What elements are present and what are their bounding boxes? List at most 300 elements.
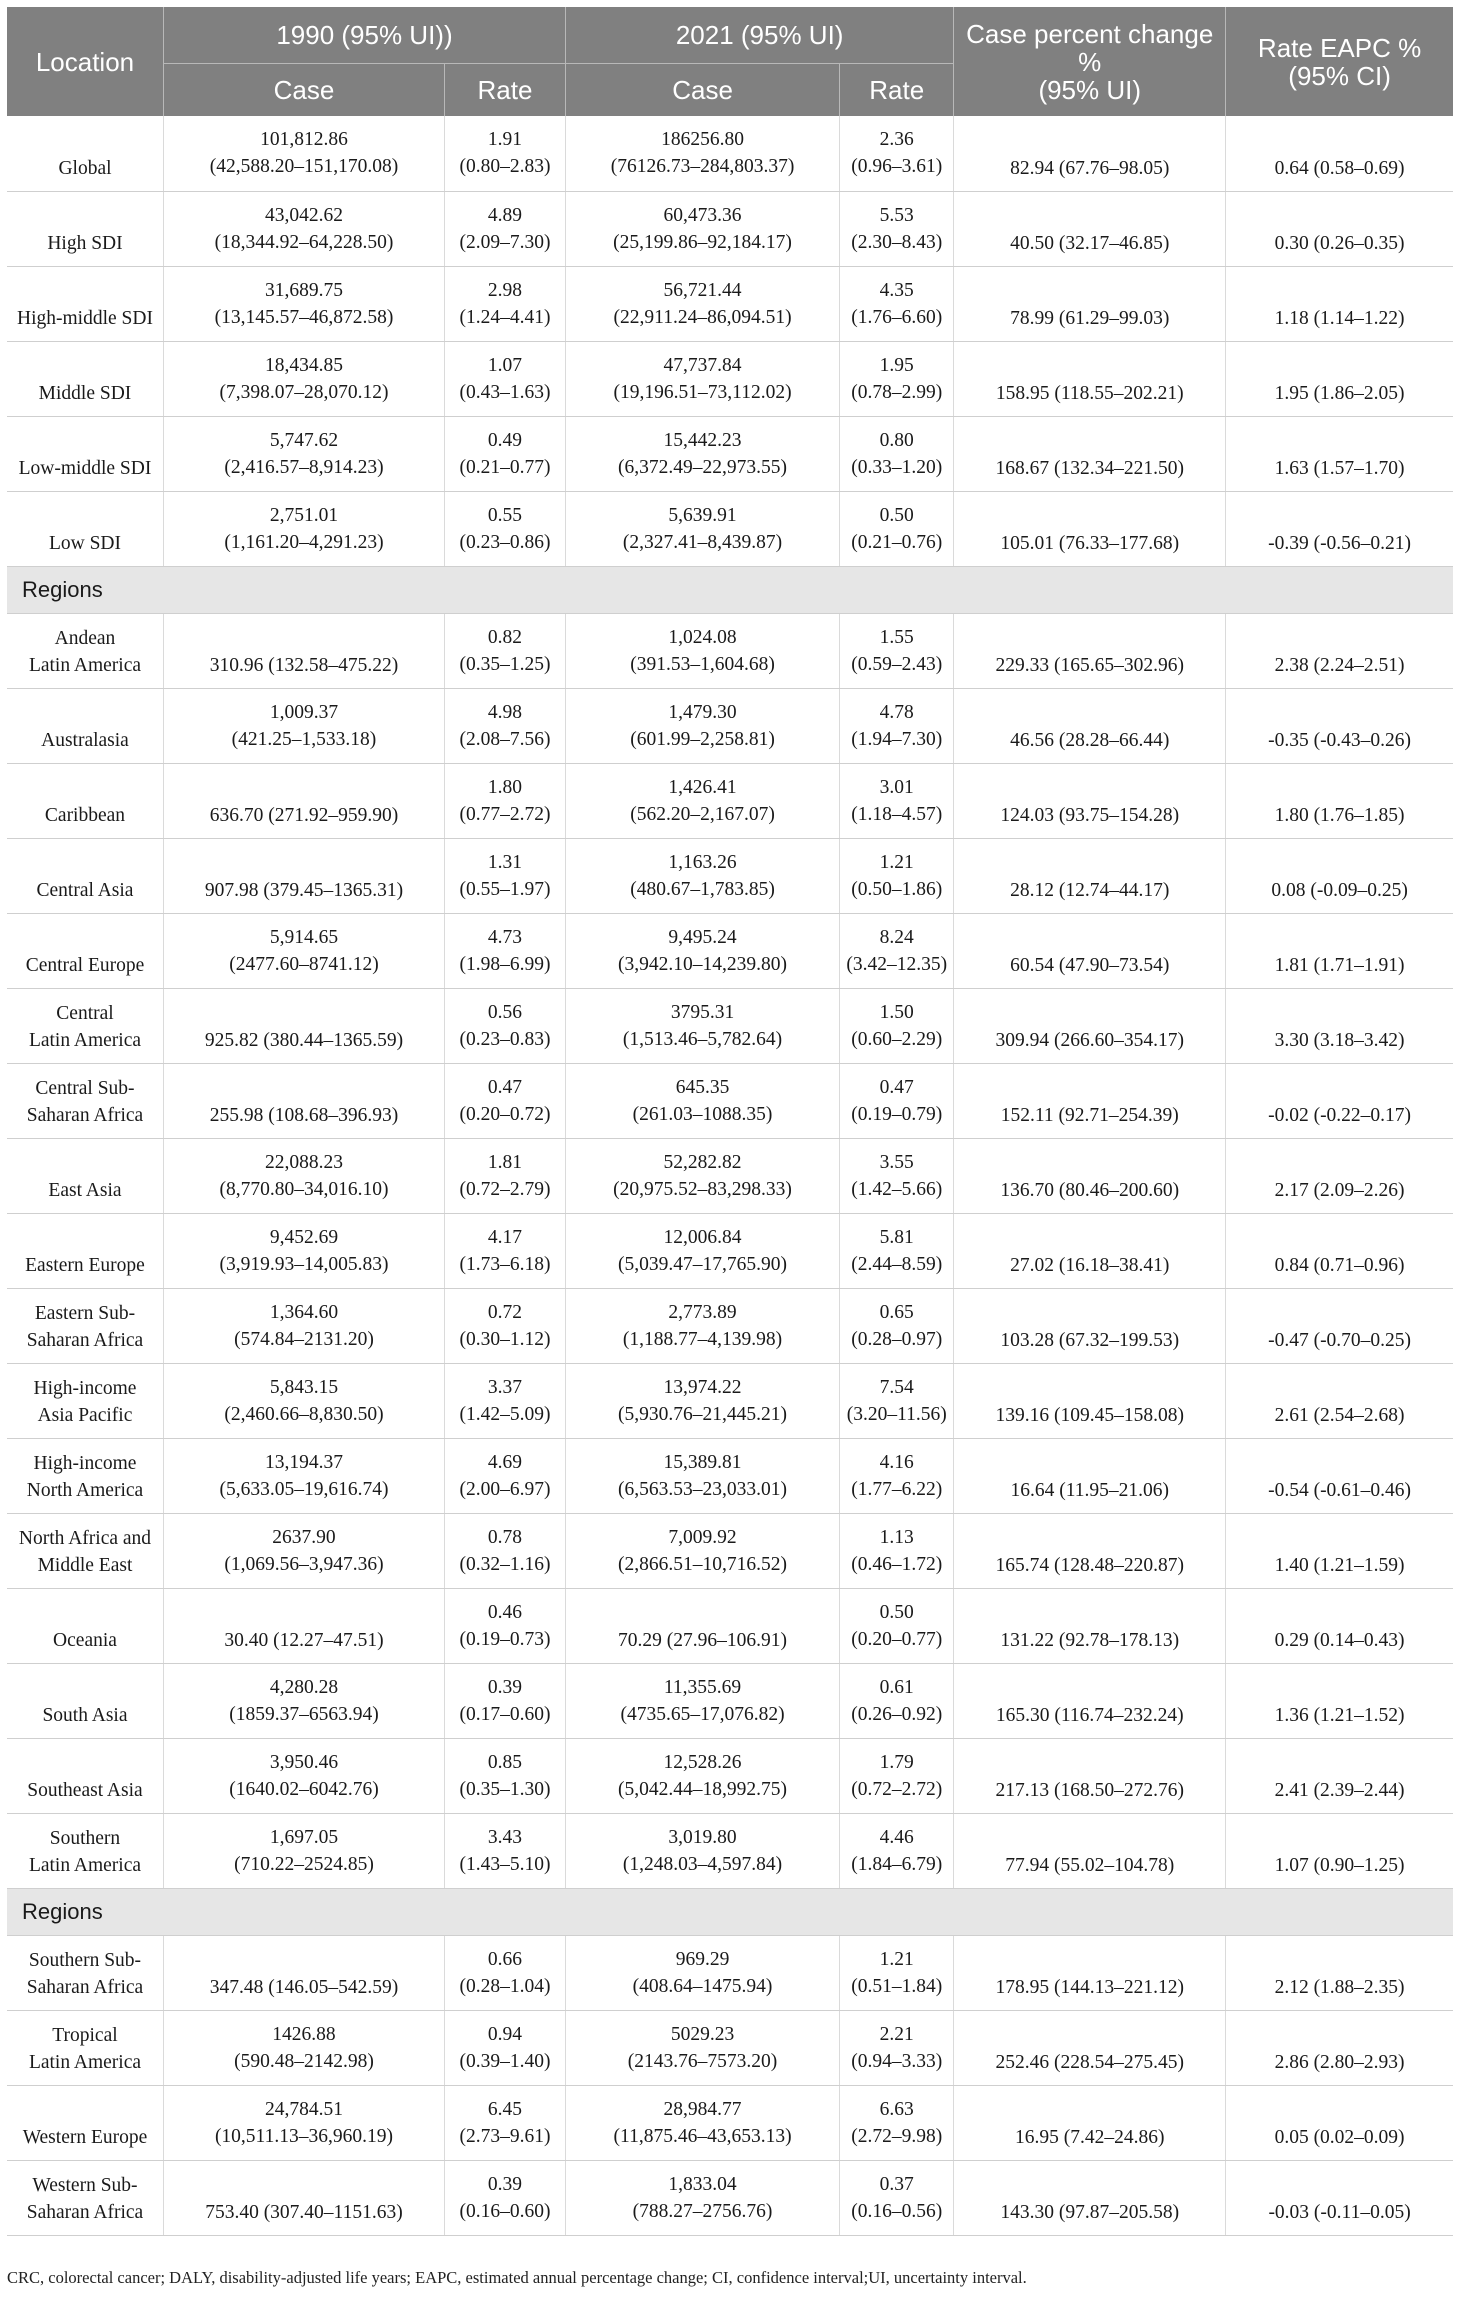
- case-percent-change-cell: 143.30 (97.87–205.58): [954, 2160, 1226, 2235]
- case-2021-cell: [566, 1663, 840, 1738]
- case-2021-cell-line: (76126.73–284,803.37): [610, 156, 795, 177]
- case-percent-change-cell: 82.94 (67.76–98.05): [954, 116, 1226, 191]
- case-2021-cell-line: 1,833.04: [668, 2173, 737, 2195]
- rate-1990-cell-line: 0.82: [487, 626, 523, 648]
- case-percent-change-cell: 46.56 (28.28–66.44): [954, 688, 1226, 763]
- case-percent-change-cell: 152.11 (92.71–254.39): [954, 1063, 1226, 1138]
- case-percent-change-cell: 103.28 (67.32–199.53): [954, 1288, 1226, 1363]
- case-2021-cell-line: 70.29 (27.96–106.91): [618, 1629, 788, 1651]
- rate-2021-cell-line: 1.95: [879, 354, 914, 376]
- rate-1990-cell: [444, 1588, 565, 1663]
- table-row: [7, 1513, 1453, 1588]
- rate-1990-cell: [444, 1813, 565, 1888]
- case-1990-cell-line: (8,770.80–34,016.10): [219, 1178, 389, 1200]
- rate-eapc-cell: -0.02 (-0.22–0.17): [1226, 1063, 1453, 1138]
- case-1990-cell-line: 4,280.28: [269, 1676, 339, 1698]
- table-row: [7, 1138, 1453, 1213]
- rate-2021-cell-line: (0.21–0.76): [851, 531, 943, 553]
- case-2021-cell-line: 3795.31: [670, 1001, 735, 1023]
- rate-2021-cell-line: (0.46–1.72): [851, 1553, 943, 1575]
- rate-1990-cell: [444, 1513, 565, 1588]
- case-2021-cell-line: 9,495.24: [668, 926, 737, 948]
- case-2021-cell-line: (2,866.51–10,716.52): [618, 1553, 788, 1575]
- rate-2021-cell: [840, 191, 954, 266]
- case-1990-cell-line: 310.96 (132.58–475.22): [209, 654, 399, 676]
- case-2021-cell: [566, 1813, 840, 1888]
- rate-2021-cell-line: (0.16–0.56): [851, 2200, 943, 2222]
- case-2021-cell-line: (5,930.76–21,445.21): [618, 1403, 788, 1425]
- case-2021-cell-line: (408.64–1475.94): [632, 1975, 773, 1997]
- case-1990-cell-line: 13,194.37: [264, 1451, 343, 1473]
- rate-2021-cell: [840, 1438, 954, 1513]
- rate-2021-cell-line: (3.42–12.35): [846, 953, 948, 975]
- case-2021-cell: [566, 1288, 840, 1363]
- rate-eapc-cell: 3.30 (3.18–3.42): [1226, 988, 1453, 1063]
- rate-eapc-cell: -0.03 (-0.11–0.05): [1226, 2160, 1453, 2235]
- table-body: [7, 116, 1453, 2235]
- case-1990-cell-line: (2477.60–8741.12): [229, 953, 379, 975]
- rate-1990-cell-line: (2.00–6.97): [459, 1478, 551, 1500]
- case-2021-cell-line: (1,513.46–5,782.64): [622, 1028, 783, 1050]
- rate-1990-cell-line: 1.31: [487, 851, 523, 873]
- header-2021-rate: Rate: [840, 64, 954, 117]
- rate-1990-cell: [444, 1138, 565, 1213]
- case-1990-cell-line: 2637.90: [272, 1526, 336, 1548]
- case-1990-cell-line: 18,434.85: [264, 354, 343, 376]
- case-1990-cell: [163, 491, 444, 566]
- table-row: [7, 1063, 1453, 1138]
- case-1990-cell-line: 753.40 (307.40–1151.63): [205, 2201, 403, 2223]
- rate-1990-cell-line: (0.72–2.79): [459, 1178, 551, 1200]
- location-cell: [7, 1513, 163, 1588]
- location-cell: [7, 191, 163, 266]
- rate-2021-cell-line: (0.51–1.84): [851, 1975, 943, 1997]
- location-cell: [7, 913, 163, 988]
- case-1990-cell-line: (13,145.57–46,872.58): [214, 306, 394, 328]
- case-1990-cell: [163, 913, 444, 988]
- rate-2021-cell-line: (0.33–1.20): [851, 456, 943, 478]
- case-1990-cell-line: 9,452.69: [269, 1226, 339, 1248]
- rate-1990-cell: [444, 2160, 565, 2235]
- rate-1990-cell-line: (0.32–1.16): [459, 1553, 551, 1575]
- rate-1990-cell: [444, 1063, 565, 1138]
- location-cell-line: Southeast Asia: [27, 1779, 143, 1801]
- rate-1990-cell-line: 0.94: [487, 2023, 523, 2045]
- table-row: [7, 688, 1453, 763]
- rate-1990-cell-line: 1.81: [487, 1151, 523, 1173]
- rate-1990-cell-line: 0.56: [487, 1001, 523, 1023]
- case-1990-cell: [163, 2085, 444, 2160]
- case-2021-cell: [566, 2010, 840, 2085]
- rate-2021-cell-line: 7.54: [879, 1376, 914, 1398]
- location-cell-line: South Asia: [42, 1704, 128, 1726]
- case-percent-change-cell: 16.95 (7.42–24.86): [954, 2085, 1226, 2160]
- case-percent-change-cell: 28.12 (12.74–44.17): [954, 838, 1226, 913]
- case-2021-cell-line: (2,327.41–8,439.87): [622, 531, 783, 553]
- rate-2021-cell: [840, 116, 954, 191]
- location-cell: [7, 1813, 163, 1888]
- case-1990-cell-line: 1,009.37: [269, 701, 339, 723]
- case-2021-cell: [566, 913, 840, 988]
- rate-2021-cell-line: (0.94–3.33): [851, 2050, 943, 2072]
- case-percent-change-cell: 40.50 (32.17–46.85): [954, 191, 1226, 266]
- rate-2021-cell: [840, 1513, 954, 1588]
- rate-2021-cell-line: 1.21: [879, 851, 914, 873]
- case-2021-cell-line: 969.29: [675, 1948, 730, 1970]
- case-1990-cell: [163, 1438, 444, 1513]
- location-cell: [7, 116, 163, 191]
- rate-2021-cell-line: 1.21: [879, 1948, 914, 1970]
- rate-2021-cell-line: 4.35: [879, 279, 914, 301]
- case-1990-cell: [163, 1935, 444, 2010]
- table-row: [7, 613, 1453, 688]
- rate-2021-cell: [840, 491, 954, 566]
- table-row: [7, 491, 1453, 566]
- case-1990-cell-line: 1,364.60: [269, 1301, 339, 1323]
- rate-1990-cell-line: 4.69: [487, 1451, 523, 1473]
- rate-1990-cell-line: (0.20–0.72): [459, 1103, 551, 1125]
- header-case-percent-change: [954, 7, 1226, 116]
- table-row: [7, 116, 1453, 191]
- rate-1990-cell: [444, 988, 565, 1063]
- rate-1990-cell: [444, 416, 565, 491]
- case-1990-cell: [163, 1588, 444, 1663]
- case-1990-cell: [163, 988, 444, 1063]
- rate-2021-cell-line: 2.21: [879, 2023, 914, 2045]
- case-2021-cell-line: 7,009.92: [668, 1526, 737, 1548]
- rate-2021-cell: [840, 1935, 954, 2010]
- rate-2021-cell-line: (1.77–6.22): [851, 1478, 943, 1500]
- rate-1990-cell-line: (1.43–5.10): [459, 1853, 551, 1875]
- location-cell-line: Latin America: [28, 654, 142, 676]
- rate-2021-cell-line: (1.42–5.66): [851, 1178, 943, 1200]
- case-2021-cell-line: (3,942.10–14,239.80): [618, 953, 788, 975]
- rate-1990-cell-line: (0.30–1.12): [459, 1328, 551, 1350]
- rate-2021-cell: [840, 763, 954, 838]
- case-percent-change-cell: 217.13 (168.50–272.76): [954, 1738, 1226, 1813]
- case-2021-cell: [566, 838, 840, 913]
- location-cell-line: East Asia: [48, 1179, 122, 1201]
- location-cell-line: Western Sub-: [32, 2174, 138, 2196]
- location-cell: [7, 266, 163, 341]
- case-2021-cell-line: (19,196.51–73,112.02): [613, 381, 792, 403]
- case-2021-cell: [566, 1513, 840, 1588]
- rate-1990-cell-line: 0.47: [487, 1076, 523, 1098]
- rate-1990-cell: [444, 1213, 565, 1288]
- location-cell-line: Central Asia: [36, 879, 134, 901]
- rate-1990-cell-line: 1.80: [487, 776, 523, 798]
- case-1990-cell: [163, 1813, 444, 1888]
- rate-eapc-cell: 1.07 (0.90–1.25): [1226, 1813, 1453, 1888]
- rate-eapc-cell: 1.40 (1.21–1.59): [1226, 1513, 1453, 1588]
- location-cell: [7, 416, 163, 491]
- location-cell-line: High-income: [33, 1377, 137, 1399]
- table-row: [7, 1813, 1453, 1888]
- case-1990-cell: [163, 1213, 444, 1288]
- case-2021-cell-line: 56,721.44: [663, 279, 742, 301]
- section-title: Regions: [7, 1888, 1453, 1935]
- rate-1990-cell-line: (0.17–0.60): [459, 1703, 551, 1725]
- location-cell: [7, 2160, 163, 2235]
- rate-2021-cell: [840, 613, 954, 688]
- rate-1990-cell-line: (0.43–1.63): [459, 381, 551, 403]
- section-header: [7, 1888, 1453, 1935]
- case-2021-cell: [566, 341, 840, 416]
- location-cell-line: Middle SDI: [38, 382, 132, 404]
- section-title: Regions: [7, 566, 1453, 613]
- table-row: [7, 838, 1453, 913]
- rate-1990-cell-line: 0.46: [487, 1601, 523, 1623]
- rate-eapc-cell: 0.29 (0.14–0.43): [1226, 1588, 1453, 1663]
- case-1990-cell: [163, 1513, 444, 1588]
- location-cell: [7, 988, 163, 1063]
- rate-1990-cell: [444, 1288, 565, 1363]
- header-rate-eapc: [1226, 7, 1453, 116]
- location-cell-line: High SDI: [47, 232, 123, 254]
- case-2021-cell-line: 1,479.30: [668, 701, 737, 723]
- rate-2021-cell: [840, 1138, 954, 1213]
- rate-1990-cell: [444, 1935, 565, 2010]
- case-1990-cell: [163, 2010, 444, 2085]
- rate-2021-cell-line: 2.36: [879, 129, 914, 150]
- rate-1990-cell-line: 0.55: [487, 504, 523, 526]
- location-cell-line: North Africa and: [18, 1527, 152, 1549]
- case-2021-cell: [566, 1438, 840, 1513]
- location-cell-line: High-income: [33, 1452, 137, 1474]
- rate-1990-cell: [444, 1438, 565, 1513]
- location-cell-line: Tropical: [52, 2024, 118, 2046]
- table-row: [7, 1213, 1453, 1288]
- case-1990-cell-line: 31,689.75: [264, 279, 343, 301]
- table-row: [7, 1438, 1453, 1513]
- rate-1990-cell: [444, 913, 565, 988]
- case-2021-cell-line: (1,188.77–4,139.98): [622, 1328, 783, 1350]
- rate-1990-cell: [444, 2010, 565, 2085]
- rate-eapc-cell: -0.47 (-0.70–0.25): [1226, 1288, 1453, 1363]
- rate-1990-cell-line: (0.77–2.72): [459, 803, 551, 825]
- case-percent-change-cell: 16.64 (11.95–21.06): [954, 1438, 1226, 1513]
- case-2021-cell-line: 47,737.84: [663, 354, 742, 376]
- case-2021-cell: [566, 613, 840, 688]
- case-1990-cell-line: (2,460.66–8,830.50): [224, 1403, 384, 1425]
- case-2021-cell-line: 645.35: [675, 1076, 730, 1098]
- table-row: [7, 191, 1453, 266]
- location-cell-line: Eastern Sub-: [34, 1302, 136, 1324]
- case-1990-cell-line: 3,950.46: [269, 1751, 339, 1773]
- rate-2021-cell-line: (0.96–3.61): [851, 156, 943, 177]
- case-1990-cell-line: (7,398.07–28,070.12): [219, 381, 389, 403]
- location-cell: [7, 613, 163, 688]
- rate-2021-cell: [840, 1363, 954, 1438]
- header-2021: 2021 (95% UI): [566, 7, 954, 64]
- case-2021-cell-line: (20,975.52–83,298.33): [613, 1178, 792, 1200]
- rate-2021-cell-line: (0.59–2.43): [851, 653, 943, 675]
- location-cell: [7, 341, 163, 416]
- rate-2021-cell-line: 0.65: [879, 1301, 914, 1323]
- rate-2021-cell-line: 4.46: [879, 1826, 914, 1848]
- case-2021-cell-line: 3,019.80: [668, 1826, 737, 1848]
- rate-eapc-cell: 1.36 (1.21–1.52): [1226, 1663, 1453, 1738]
- rate-1990-cell-line: (1.98–6.99): [459, 953, 551, 975]
- rate-1990-cell-line: 6.45: [487, 2098, 523, 2120]
- rate-eapc-cell: 1.63 (1.57–1.70): [1226, 416, 1453, 491]
- rate-1990-cell-line: (2.08–7.56): [459, 728, 551, 750]
- location-cell-line: North America: [26, 1479, 144, 1501]
- rate-1990-cell-line: (0.35–1.25): [459, 653, 551, 675]
- case-1990-cell-line: (710.22–2524.85): [234, 1853, 374, 1875]
- rate-2021-cell-line: (1.76–6.60): [851, 306, 943, 328]
- case-2021-cell-line: 1,426.41: [668, 776, 737, 798]
- case-2021-cell-line: (5,039.47–17,765.90): [618, 1253, 788, 1275]
- location-cell-line: Central: [56, 1002, 114, 1024]
- case-2021-cell: [566, 2085, 840, 2160]
- table-row: [7, 1288, 1453, 1363]
- rate-1990-cell: [444, 491, 565, 566]
- rate-2021-cell: [840, 688, 954, 763]
- table-row: [7, 2160, 1453, 2235]
- rate-2021-cell-line: 1.50: [879, 1001, 914, 1023]
- rate-2021-cell-line: 4.78: [879, 701, 914, 723]
- case-1990-cell-line: (3,919.93–14,005.83): [219, 1253, 389, 1275]
- rate-2021-cell-line: (0.60–2.29): [851, 1028, 943, 1050]
- location-cell-line: Latin America: [28, 1029, 142, 1051]
- case-2021-cell-line: (562.20–2,167.07): [630, 803, 775, 825]
- case-2021-cell: [566, 1213, 840, 1288]
- case-1990-cell-line: 43,042.62: [264, 204, 343, 226]
- location-cell-line: Saharan Africa: [26, 1329, 144, 1351]
- case-1990-cell-line: 925.82 (380.44–1365.59): [204, 1029, 404, 1051]
- location-cell: [7, 2085, 163, 2160]
- rate-2021-cell: [840, 266, 954, 341]
- location-cell-line: Oceania: [53, 1629, 117, 1651]
- location-cell-line: Middle East: [37, 1554, 133, 1576]
- rate-2021-cell-line: (0.26–0.92): [851, 1703, 943, 1725]
- rate-1990-cell-line: (0.55–1.97): [459, 878, 551, 900]
- header-line: (95% CI): [1288, 60, 1391, 91]
- case-1990-cell-line: (18,344.92–64,228.50): [214, 231, 394, 253]
- location-cell-line: Central Sub-: [35, 1077, 135, 1099]
- case-percent-change-cell: 105.01 (76.33–177.68): [954, 491, 1226, 566]
- location-cell: [7, 1663, 163, 1738]
- case-1990-cell-line: (42,588.20–151,170.08): [209, 156, 399, 177]
- location-cell-line: Saharan Africa: [26, 1104, 144, 1126]
- case-2021-cell-line: (480.67–1,783.85): [630, 878, 775, 900]
- rate-1990-cell: [444, 613, 565, 688]
- location-cell: [7, 688, 163, 763]
- rate-2021-cell-line: (0.72–2.72): [851, 1778, 943, 1800]
- location-cell: [7, 1363, 163, 1438]
- footnote: CRC, colorectal cancer; DALY, disability-adjusted life years; EAPC, estimated annual percentage change; CI, confidence interval;UI, uncertainty interval.: [7, 2268, 1027, 2287]
- rate-1990-cell: [444, 838, 565, 913]
- case-percent-change-cell: 165.30 (116.74–232.24): [954, 1663, 1226, 1738]
- rate-eapc-cell: 0.64 (0.58–0.69): [1226, 116, 1453, 191]
- rate-1990-cell: [444, 341, 565, 416]
- case-2021-cell-line: (22,911.24–86,094.51): [613, 306, 792, 328]
- rate-2021-cell: [840, 1213, 954, 1288]
- rate-2021-cell-line: (2.72–9.98): [851, 2125, 943, 2147]
- rate-1990-cell-line: 1.91: [487, 129, 523, 150]
- rate-eapc-cell: 0.08 (-0.09–0.25): [1226, 838, 1453, 913]
- case-2021-cell-line: 1,163.26: [668, 851, 737, 873]
- location-cell-line: Saharan Africa: [26, 2201, 144, 2223]
- location-cell-line: Central Europe: [25, 954, 145, 976]
- burden-table: [7, 7, 1453, 2236]
- rate-2021-cell: [840, 1738, 954, 1813]
- case-1990-cell: [163, 613, 444, 688]
- case-2021-cell-line: 5029.23: [670, 2023, 735, 2045]
- case-1990-cell-line: 636.70 (271.92–959.90): [209, 804, 399, 826]
- table-row: [7, 1663, 1453, 1738]
- case-2021-cell-line: 12,528.26: [663, 1751, 742, 1773]
- case-1990-cell-line: (590.48–2142.98): [234, 2050, 374, 2072]
- rate-2021-cell-line: (2.44–8.59): [851, 1253, 943, 1275]
- location-cell-line: Australasia: [41, 729, 129, 751]
- rate-1990-cell-line: 4.89: [487, 204, 523, 226]
- case-1990-cell: [163, 1738, 444, 1813]
- location-cell-line: Low SDI: [48, 532, 121, 554]
- header-line: Rate EAPC %: [1257, 32, 1422, 63]
- table-row: [7, 763, 1453, 838]
- case-1990-cell-line: 24,784.51: [264, 2098, 343, 2120]
- rate-eapc-cell: 2.41 (2.39–2.44): [1226, 1738, 1453, 1813]
- rate-2021-cell-line: 0.37: [879, 2173, 914, 2195]
- case-1990-cell-line: 1426.88: [272, 2023, 336, 2045]
- case-percent-change-cell: 27.02 (16.18–38.41): [954, 1213, 1226, 1288]
- case-1990-cell: [163, 2160, 444, 2235]
- rate-2021-cell-line: 5.81: [879, 1226, 914, 1248]
- case-2021-cell-line: (601.99–2,258.81): [630, 728, 775, 750]
- case-1990-cell: [163, 416, 444, 491]
- location-cell-line: Southern Sub-: [28, 1949, 142, 1971]
- case-1990-cell-line: 2,751.01: [269, 504, 339, 526]
- case-1990-cell-line: 5,843.15: [269, 1376, 339, 1398]
- case-percent-change-cell: 136.70 (80.46–200.60): [954, 1138, 1226, 1213]
- rate-2021-cell: [840, 2085, 954, 2160]
- location-cell: [7, 1213, 163, 1288]
- rate-2021-cell-line: 0.80: [879, 429, 914, 451]
- table-row: [7, 1935, 1453, 2010]
- rate-1990-cell: [444, 763, 565, 838]
- rate-2021-cell-line: 3.55: [879, 1151, 914, 1173]
- case-percent-change-cell: 60.54 (47.90–73.54): [954, 913, 1226, 988]
- table-row: [7, 266, 1453, 341]
- location-cell: [7, 1288, 163, 1363]
- case-2021-cell: [566, 1138, 840, 1213]
- case-2021-cell-line: 15,389.81: [663, 1451, 742, 1473]
- case-1990-cell-line: (2,416.57–8,914.23): [224, 456, 384, 478]
- rate-2021-cell: [840, 2160, 954, 2235]
- rate-eapc-cell: -0.54 (-0.61–0.46): [1226, 1438, 1453, 1513]
- rate-1990-cell-line: (0.23–0.83): [459, 1028, 551, 1050]
- rate-2021-cell: [840, 2010, 954, 2085]
- case-2021-cell: [566, 763, 840, 838]
- case-1990-cell-line: 255.98 (108.68–396.93): [209, 1104, 399, 1126]
- rate-1990-cell-line: (0.28–1.04): [459, 1975, 551, 1997]
- rate-2021-cell: [840, 1063, 954, 1138]
- location-cell: [7, 763, 163, 838]
- case-1990-cell: [163, 341, 444, 416]
- case-2021-cell-line: 1,024.08: [668, 626, 737, 648]
- location-cell: [7, 1138, 163, 1213]
- rate-1990-cell-line: (0.39–1.40): [459, 2050, 551, 2072]
- rate-1990-cell: [444, 1663, 565, 1738]
- rate-1990-cell-line: (0.21–0.77): [459, 456, 551, 478]
- case-percent-change-cell: 158.95 (118.55–202.21): [954, 341, 1226, 416]
- case-1990-cell: [163, 688, 444, 763]
- rate-1990-cell-line: (1.24–4.41): [459, 306, 551, 328]
- rate-1990-cell-line: (2.73–9.61): [459, 2125, 551, 2147]
- rate-1990-cell-line: (1.73–6.18): [459, 1253, 551, 1275]
